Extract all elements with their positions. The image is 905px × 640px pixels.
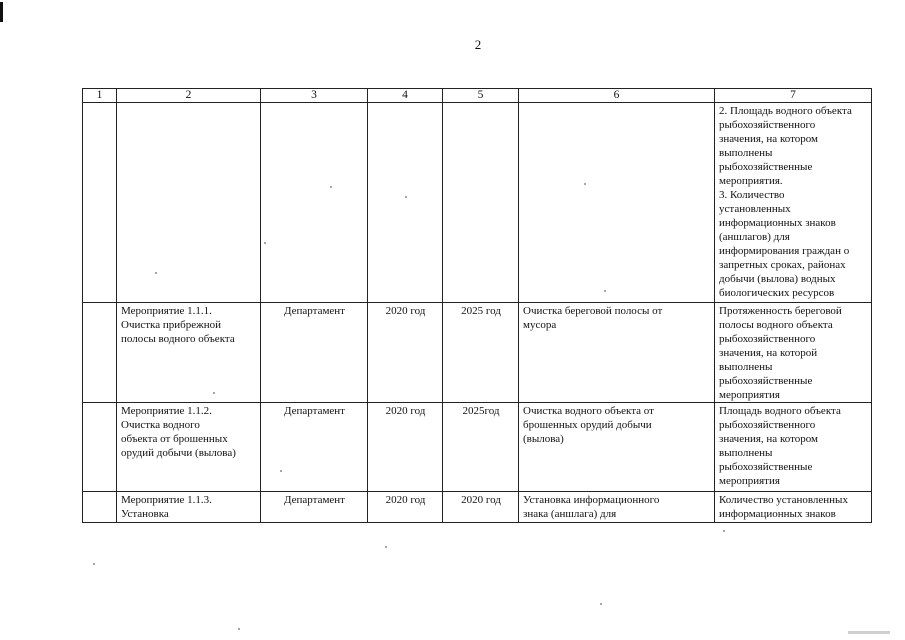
scan-speck <box>385 546 387 548</box>
indicator-cell: 2. Площадь водного объекта рыбохозяйственного значения, на котором выполнены рыбохозяйственные мероприятия. 3. Количество установленных информационных знаков (аншлагов) для информирования граждан о запретных сроках, районах добычи (вылова) водных биологических ресурсов <box>715 103 872 303</box>
page-number: 2 <box>474 37 482 52</box>
scan-speck <box>405 196 407 198</box>
scan-edge-mark <box>0 2 3 22</box>
indicator-cell: Площадь водного объекта рыбохозяйственного значения, на котором выполнены рыбохозяйственные мероприятия <box>715 403 872 492</box>
scan-speck <box>264 242 266 244</box>
table-cell <box>83 403 117 492</box>
scan-speck <box>93 563 95 565</box>
responsible-cell: Департамент <box>261 303 368 403</box>
scan-speck <box>600 603 602 605</box>
end-year-cell: 2020 год <box>443 492 519 523</box>
measure-title-cell: Мероприятие 1.1.1. Очистка прибрежной полосы водного объекта <box>117 303 261 403</box>
table-cell <box>83 303 117 403</box>
column-header: 4 <box>368 89 443 103</box>
column-header: 1 <box>83 89 117 103</box>
table-row <box>83 303 872 403</box>
table-cell <box>368 103 443 303</box>
scan-speck <box>584 183 586 185</box>
measure-title-cell: Мероприятие 1.1.2. Очистка водного объекта от брошенных орудий добычи (вылова) <box>117 403 261 492</box>
responsible-cell: Департамент <box>261 492 368 523</box>
scan-speck <box>604 290 606 292</box>
table-cell <box>83 492 117 523</box>
scan-smudge <box>848 631 890 634</box>
start-year-cell: 2020 год <box>368 303 443 403</box>
table-cell <box>443 103 519 303</box>
result-cell: Очистка береговой полосы от мусора <box>519 303 715 403</box>
end-year-cell: 2025 год <box>443 303 519 403</box>
table-header-row <box>83 89 872 103</box>
scan-speck <box>723 530 725 532</box>
column-header: 5 <box>443 89 519 103</box>
column-header: 2 <box>117 89 261 103</box>
scan-speck <box>213 392 215 394</box>
measure-title-cell: Мероприятие 1.1.3. Установка <box>117 492 261 523</box>
result-cell: Установка информационного знака (аншлага) для <box>519 492 715 523</box>
table-row <box>83 492 872 523</box>
table-cell <box>519 103 715 303</box>
table-cell <box>261 103 368 303</box>
indicator-cell: Протяженность береговой полосы водного объекта рыбохозяйственного значения, на которой выполнены рыбохозяйственные мероприятия <box>715 303 872 403</box>
scan-speck <box>330 186 332 188</box>
scan-speck <box>280 470 282 472</box>
scan-speck <box>238 628 240 630</box>
result-cell: Очистка водного объекта от брошенных орудий добычи (вылова) <box>519 403 715 492</box>
column-header: 3 <box>261 89 368 103</box>
column-header: 7 <box>715 89 872 103</box>
start-year-cell: 2020 год <box>368 492 443 523</box>
indicator-cell: Количество установленных информационных знаков <box>715 492 872 523</box>
scan-speck <box>155 272 157 274</box>
column-header: 6 <box>519 89 715 103</box>
table-row <box>83 403 872 492</box>
table-row <box>83 103 872 303</box>
measures-table <box>82 88 872 523</box>
end-year-cell: 2025год <box>443 403 519 492</box>
table-cell <box>83 103 117 303</box>
start-year-cell: 2020 год <box>368 403 443 492</box>
responsible-cell: Департамент <box>261 403 368 492</box>
table-cell <box>117 103 261 303</box>
